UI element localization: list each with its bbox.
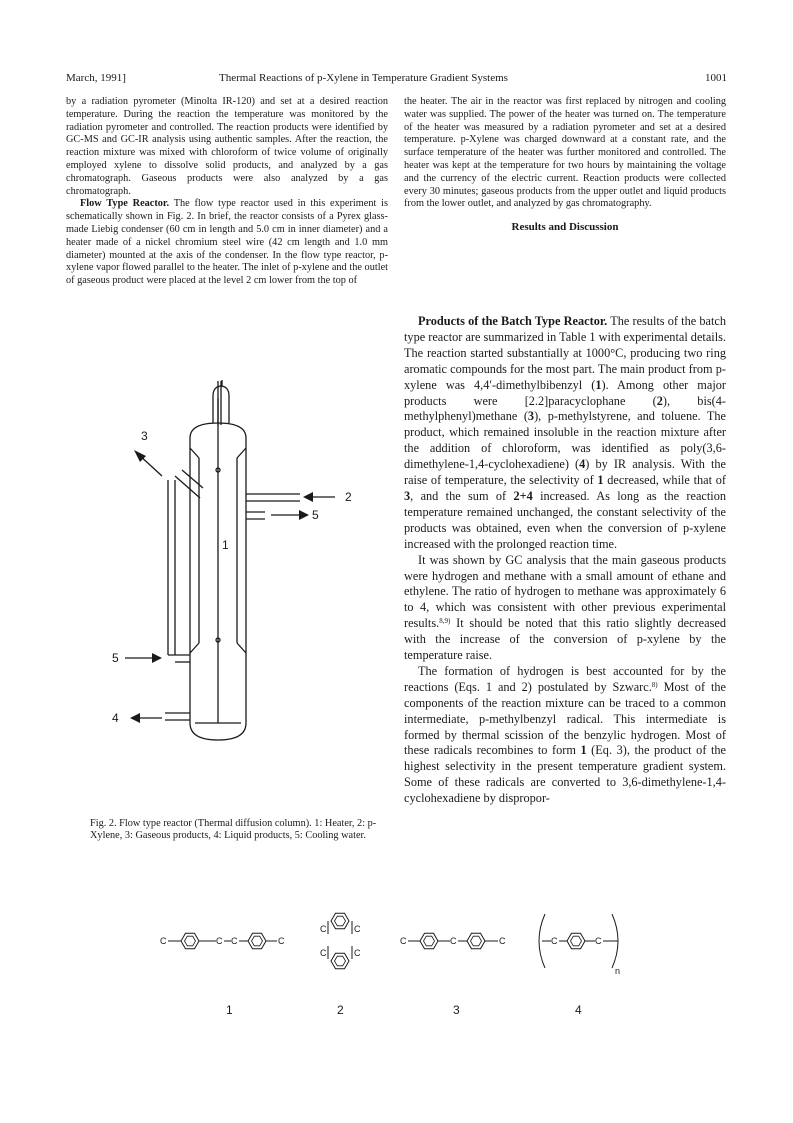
structure-1-atom-c: C xyxy=(160,936,167,946)
header-date: March, 1991] xyxy=(66,72,126,84)
fig2-label-cooling-water-in: 5 xyxy=(112,651,119,665)
structure-4-repeat-n: n xyxy=(615,966,621,976)
structure-3-atom-c: C xyxy=(499,936,506,946)
fig2-label-cooling-water-out: 5 xyxy=(312,508,319,522)
structure-2-atom-c: C xyxy=(320,924,327,934)
right-column-top xyxy=(404,96,726,234)
structure-2-atom-c: C xyxy=(354,948,361,958)
chemical-structures xyxy=(140,904,740,1024)
structure-2-atom-c: C xyxy=(354,924,361,934)
fig2-caption: Fig. 2. Flow type reactor (Thermal diffusion column). 1: Heater, 2: p-Xylene, 3: Gaseous products, 4: Liquid products, 5: Cooling water. xyxy=(90,818,377,841)
structure-1-atom-c: C xyxy=(216,936,223,946)
running-header xyxy=(66,72,727,88)
fig2-label-heater: 1 xyxy=(222,538,229,552)
header-title: Thermal Reactions of p-Xylene in Temperature Gradient Systems xyxy=(219,72,508,84)
structure-1-atom-c: C xyxy=(231,936,238,946)
batch-reactor-paragraph: Products of the Batch Type Reactor. The results of the batch type reactor are summarized in Table 1 with experimental details. The reaction started substantially at 1000°C, producing two ring aromatic compounds for the most part. The main product from p-xylene was 4,4′-dimethylbibenzyl (1). Among other major products were [2.2]paracyclophane (2), bis(4-methylphenyl)methane (3), p-methylstyrene, and toluene. The product, which remained insoluble in the reaction mixture after the addition of chloroform, was identified as poly(3,6-dimethylene-1,4-cyclohexadiene) (4) by IR analysis. With the raise of temperature, the selectivity of 1 decreased, while that of 3, and the sum of 2+4 increased. As long as the reaction temperature remained unchanged, the constant selectivity of the products was obtained, even when the conversion of p-xylene increased with the prolonged reaction time. xyxy=(404,314,727,551)
fig2-label-xylene: 2 xyxy=(345,490,352,504)
fig2-label-gaseous-products: 3 xyxy=(141,429,148,443)
results-section-title: Results and Discussion xyxy=(511,221,619,234)
left-paragraph-1: by a radiation pyrometer (Minolta IR-120) and set at a desired reaction temperature. During the reaction the temperature was monitored by the radiation pyrometer and controlled. The reaction products were identified by GC-MS and GC-IR analysis using authentic samples. After the reaction, the reaction mixture was mixed with chloroform of twice volume of originally employed xylene to dissolve solid products, and analyzed by a gas chromatograph. Gaseous products were also analyzed by a gas chromatograph. xyxy=(66,96,388,197)
structure-number-3: 3 xyxy=(453,1003,460,1017)
structure-4-atom-c: C xyxy=(551,936,558,946)
structure-number-4: 4 xyxy=(575,1003,582,1017)
structure-number-1: 1 xyxy=(226,1003,233,1017)
right-column-main xyxy=(404,314,726,807)
flow-reactor-heading: Flow Type Reactor. xyxy=(80,198,170,210)
fig2-label-liquid-products: 4 xyxy=(112,711,119,725)
left-paragraph-2: Flow Type Reactor. The flow type reactor used in this experiment is schematically shown in Fig. 2. In brief, the reactor consists of a Pyrex glass-made Liebig condenser (60 cm in length and 5.0 cm in inner diameter) and a heater made of a nickel chromium steel wire (42 cm length and 1.0 mm diameter) mounted at the axis of the condenser. In the flow type reactor, p-xylene vapor flowed parallel to the heater. The inlet of p-xylene and the outlet of gaseous product were placed at the level 2 cm lower from the top of xyxy=(66,198,388,287)
structure-1-atom-c: C xyxy=(278,936,285,946)
right-paragraph-1: the heater. The air in the reactor was first replaced by nitrogen and cooling water was supplied. The power of the heater was turned on. The temperature of the heater was measured by a radiation pyrometer and set at a desired temperature. p-Xylene was charged downward at a constant rate, and the surface temperature of the heater was further monitored and controlled. The heater was kept at the temperature for two hours by maintaining the voltage and the currency of the electric current. Reaction products were collected every 30 minutes; gaseous products from the upper outlet and liquid products from the lower outlet, and analyzed by gas chromatography. xyxy=(404,96,726,210)
structure-number-2: 2 xyxy=(337,1003,344,1017)
header-page-number: 1001 xyxy=(705,72,727,84)
left-column xyxy=(66,96,388,288)
flow-reactor-diagram xyxy=(100,378,390,758)
structure-2-atom-c: C xyxy=(320,948,327,958)
structure-3-atom-c: C xyxy=(450,936,457,946)
hydrogen-formation-paragraph: The formation of hydrogen is best accounted for by the reactions (Eqs. 1 and 2) postulated by Szwarc.$^{8)}$ Most of the components of the reaction mixture can be traced to a common intermediate, p-methylbenzyl radical. This intermediate is formed by thermal scission of the benzylic hydrogen. Most of these radicals recombines to form 1 (Eq. 3), the product of the highest selectivity in the present temperature gradient system. Some of these radicals are converted to 3,6-dimethylene-1,4-cyclohexadiene by dispropor- xyxy=(404,663,726,806)
structure-3-atom-c: C xyxy=(400,936,407,946)
gaseous-products-paragraph: It was shown by GC analysis that the main gaseous products were hydrogen and methane with a small amount of ethane and ethylene. The ratio of hydrogen to methane was approximately 6 to 4, which was consistent with other previous experimental results.$^{8,9)}$ It should be noted that this ratio slightly decreased with the increase of the conversion of p-xylene by the temperature raise. xyxy=(404,552,726,663)
structure-4-atom-c: C xyxy=(595,936,602,946)
